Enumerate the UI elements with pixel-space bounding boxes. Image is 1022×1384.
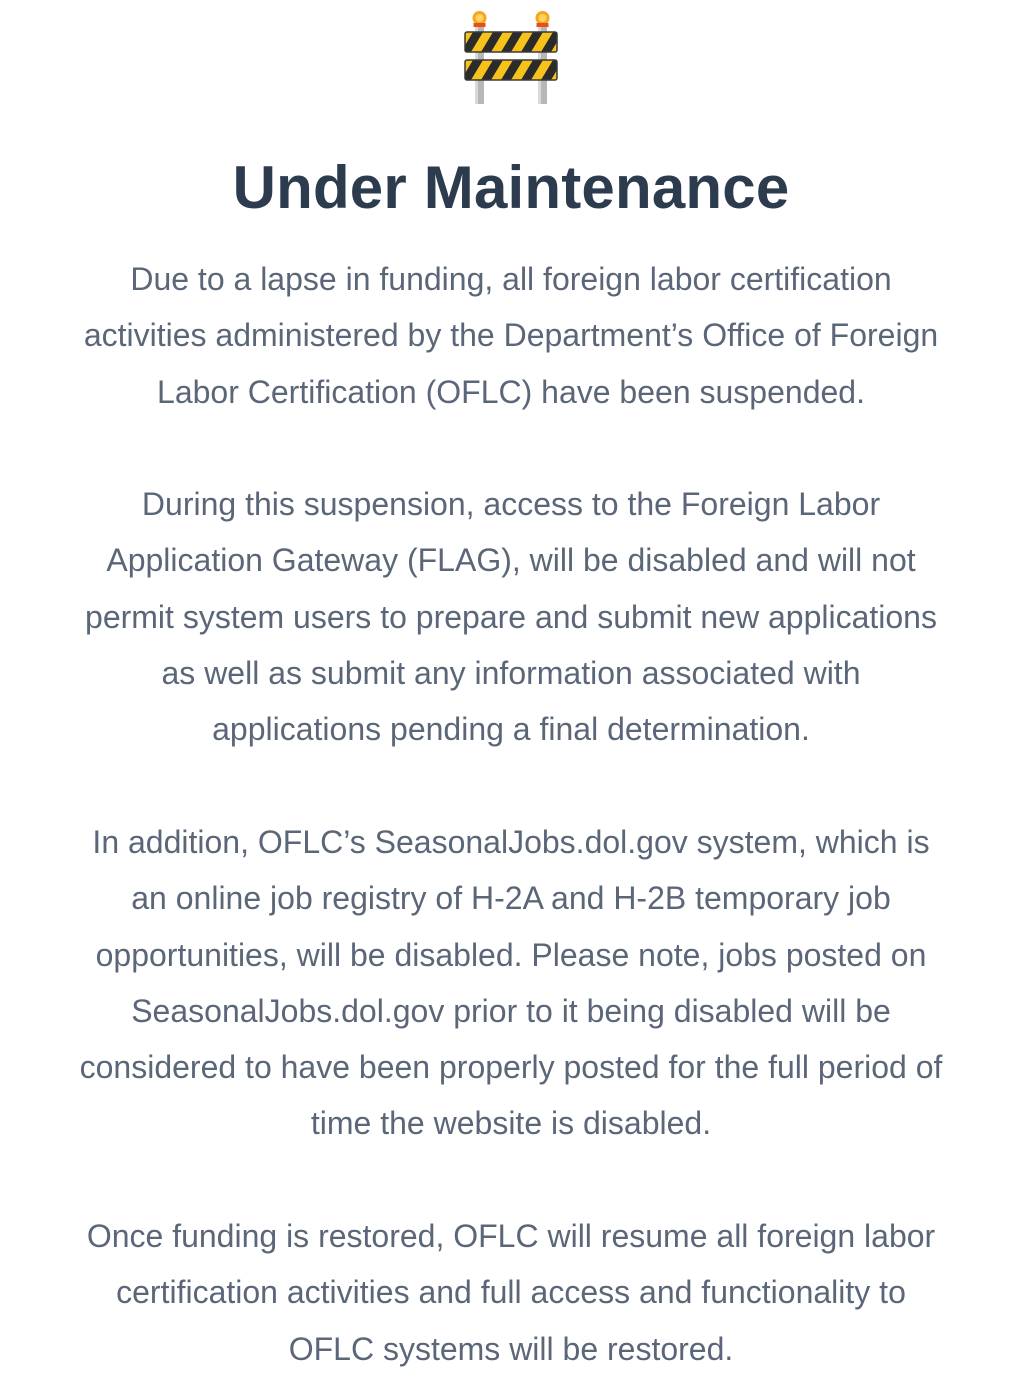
seasonal-jobs-paragraph xyxy=(20,814,1002,1152)
paragraph-line: SeasonalJobs.dol.gov prior to it being disabled will be xyxy=(131,992,891,1029)
paragraph-line: certification activities and full access and functionality to xyxy=(116,1274,906,1311)
paragraph-line: Application Gateway (FLAG), will be disabled and will not xyxy=(106,542,916,579)
paragraph-line: During this suspension, access to the Foreign Labor xyxy=(141,486,881,522)
paragraph-line: Labor Certification (OFLC) have been suspended. xyxy=(157,373,865,410)
construction-barrier-icon xyxy=(461,8,561,106)
paragraph-line: Once funding is restored, OFLC will resume all foreign labor xyxy=(86,1218,936,1254)
flag-suspension-paragraph xyxy=(20,476,1002,757)
paragraph-line: opportunities, will be disabled. Please note, jobs posted on xyxy=(95,936,927,973)
paragraph-line: In addition, OFLC’s SeasonalJobs.dol.gov system, which is xyxy=(92,824,930,860)
construction-icon-wrapper xyxy=(0,8,1022,108)
paragraph-line: considered to have been properly posted for the full period of xyxy=(79,1049,943,1086)
funding-restored-paragraph xyxy=(20,1208,1002,1377)
paragraph-line: permit system users to prepare and submit new applications xyxy=(85,598,937,635)
paragraph-line: activities administered by the Department’s Office of Foreign xyxy=(83,317,939,354)
paragraph-line: Due to a lapse in funding, all foreign labor certification xyxy=(130,261,892,297)
paragraph-line: applications pending a final determination. xyxy=(212,711,810,748)
paragraph-line: OFLC systems will be restored. xyxy=(288,1330,734,1367)
paragraph-line: as well as submit any information associated with xyxy=(161,654,861,691)
page-title: Under Maintenance xyxy=(232,154,790,221)
paragraph-line: time the website is disabled. xyxy=(310,1105,712,1142)
paragraph-line: an online job registry of H-2A and H-2B temporary job xyxy=(131,880,891,917)
funding-lapse-paragraph xyxy=(20,251,1002,420)
